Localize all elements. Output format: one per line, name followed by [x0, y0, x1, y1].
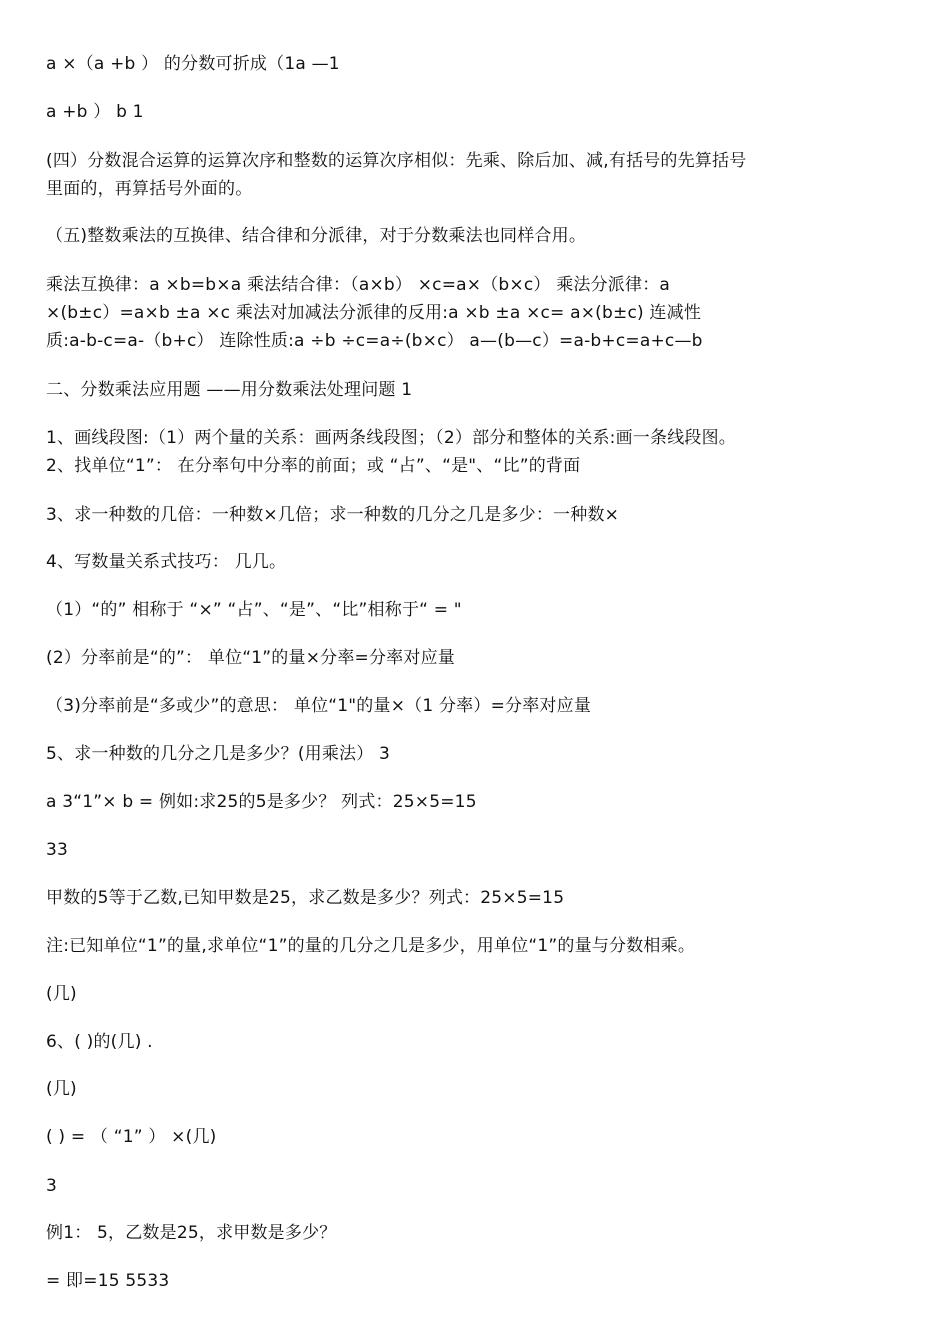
- text-line: = 即=15 5533: [46, 1271, 170, 1291]
- text-line: 甲数的5等于乙数,已知甲数是25，求乙数是多少？列式：25×5=15: [46, 888, 565, 908]
- text-line: 33: [46, 840, 69, 860]
- example-line: 例1： 5，乙数是25，求甲数是多少？: [46, 1223, 337, 1243]
- text-line: a ×（a +b ） 的分数可折成（1a —1: [46, 54, 340, 74]
- note-line: 注:已知单位“1”的量,求单位“1”的量的几分之几是多少，用单位“1”的量与分数相乘。: [46, 936, 696, 956]
- text-line: 乘法互换律：a ×b=b×a 乘法结合律：（a×b） ×c=a×（b×c） 乘法分派律：a: [46, 275, 671, 295]
- text-line: （五)整数乘法的互换律、结合律和分派律，对于分数乘法也同样合用。: [46, 226, 587, 246]
- text-line: ( ) = （ “1” ） ×(几): [46, 1127, 217, 1147]
- text-line: a +b ） b 1: [46, 102, 144, 122]
- text-line: a 3“1”× b = 例如:求25的5是多少？ 列式：25×5=15: [46, 792, 477, 812]
- text-line: 4、写数量关系式技巧： 几几。: [46, 552, 287, 572]
- text-line: 3、求一种数的几倍：一种数×几倍；求一种数的几分之几是多少：一种数×: [46, 505, 620, 525]
- text-line: 5、求一种数的几分之几是多少？(用乘法） 3: [46, 744, 391, 764]
- text-line: 里面的，再算括号外面的。: [46, 179, 253, 199]
- text-line: 2、找单位“1”： 在分率句中分率的前面；或 “占”、“是"、“比”的背面: [46, 456, 581, 476]
- text-line: 1、画线段图:（1）两个量的关系：画两条线段图；（2）部分和整体的关系:画一条线段图。: [46, 428, 737, 448]
- text-line: 质:a-b-c=a-（b+c） 连除性质:a ÷b ÷c=a÷(b×c） a—(b—c）=a-b+c=a+c—b: [46, 331, 703, 351]
- text-line: (四）分数混合运算的运算次序和整数的运算次序相似：先乘、除后加、减,有括号的先算括号: [46, 151, 747, 171]
- text-line: 3: [46, 1176, 58, 1196]
- text-line: （3)分率前是“多或少”的意思： 单位“1"的量×（1 分率）=分率对应量: [46, 696, 592, 716]
- text-line: (2）分率前是“的”： 单位“1”的量×分率=分率对应量: [46, 648, 455, 668]
- text-line: (几): [46, 1079, 77, 1099]
- text-line: 6、( )的(几) .: [46, 1032, 153, 1052]
- section-heading: 二、分数乘法应用题 ——用分数乘法处理问题 1: [46, 380, 413, 400]
- text-line: ×(b±c）=a×b ±a ×c 乘法对加减法分派律的反用:a ×b ±a ×c= a×(b±c) 连减性: [46, 303, 702, 323]
- text-line: (几): [46, 984, 77, 1004]
- text-line: （1）“的” 相称于 “×” “占”、“是”、“比”相称于“ = ": [46, 600, 462, 620]
